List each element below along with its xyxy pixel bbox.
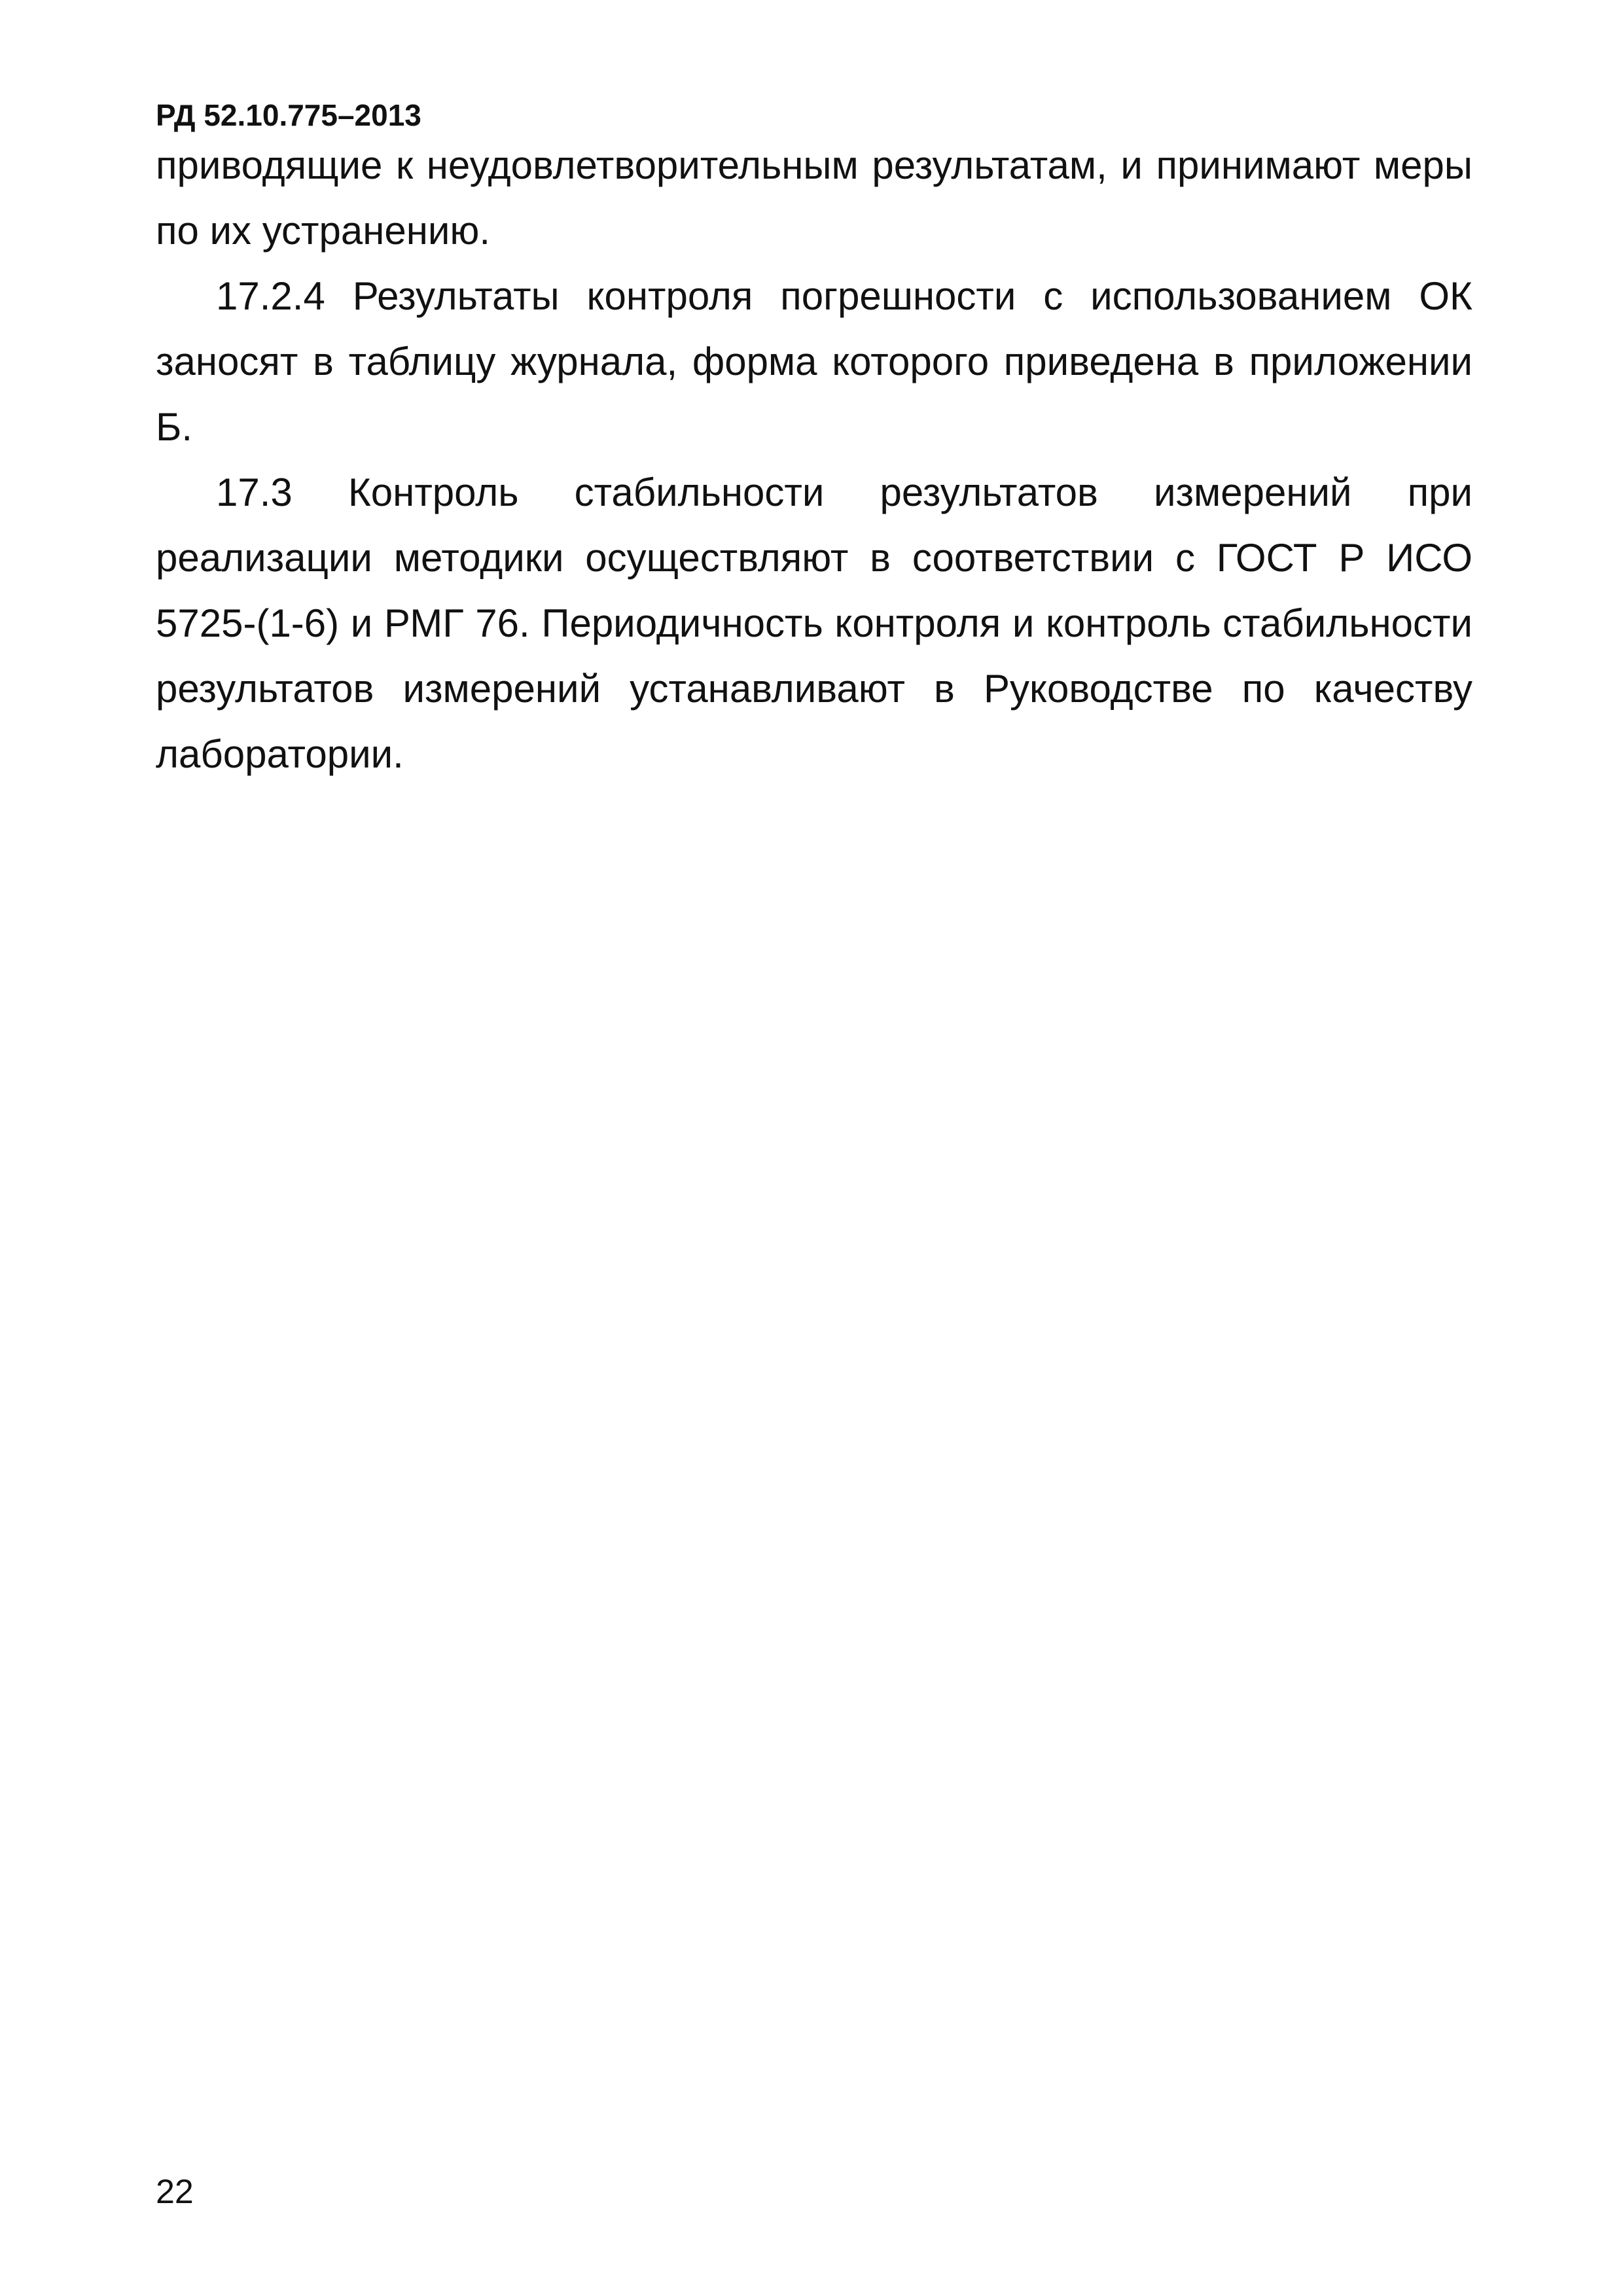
page-number: 22 [156,2173,194,2211]
body-text [156,133,1472,787]
document-code-header: РД 52.10.775–2013 [156,98,421,132]
paragraph-17-3: 17.3 Контроль стабильности результатов измерений при реализации методики осуществляют в соответствии с ГОСТ Р ИСО 5725-(1-6) и РМГ 76. Периодичность контроля и контроль стабильности результатов измерений устанавливают в Руководстве по качеству лаборатории. [156,470,1472,776]
paragraph-continuation: приводящие к неудовлетворительным результатам, и принимают меры по их устранению. [156,143,1472,253]
paragraph-17-2-4: 17.2.4 Результаты контроля погрешности с использованием ОК заносят в таблицу журнала, форма которого приведена в приложении Б. [156,274,1472,449]
